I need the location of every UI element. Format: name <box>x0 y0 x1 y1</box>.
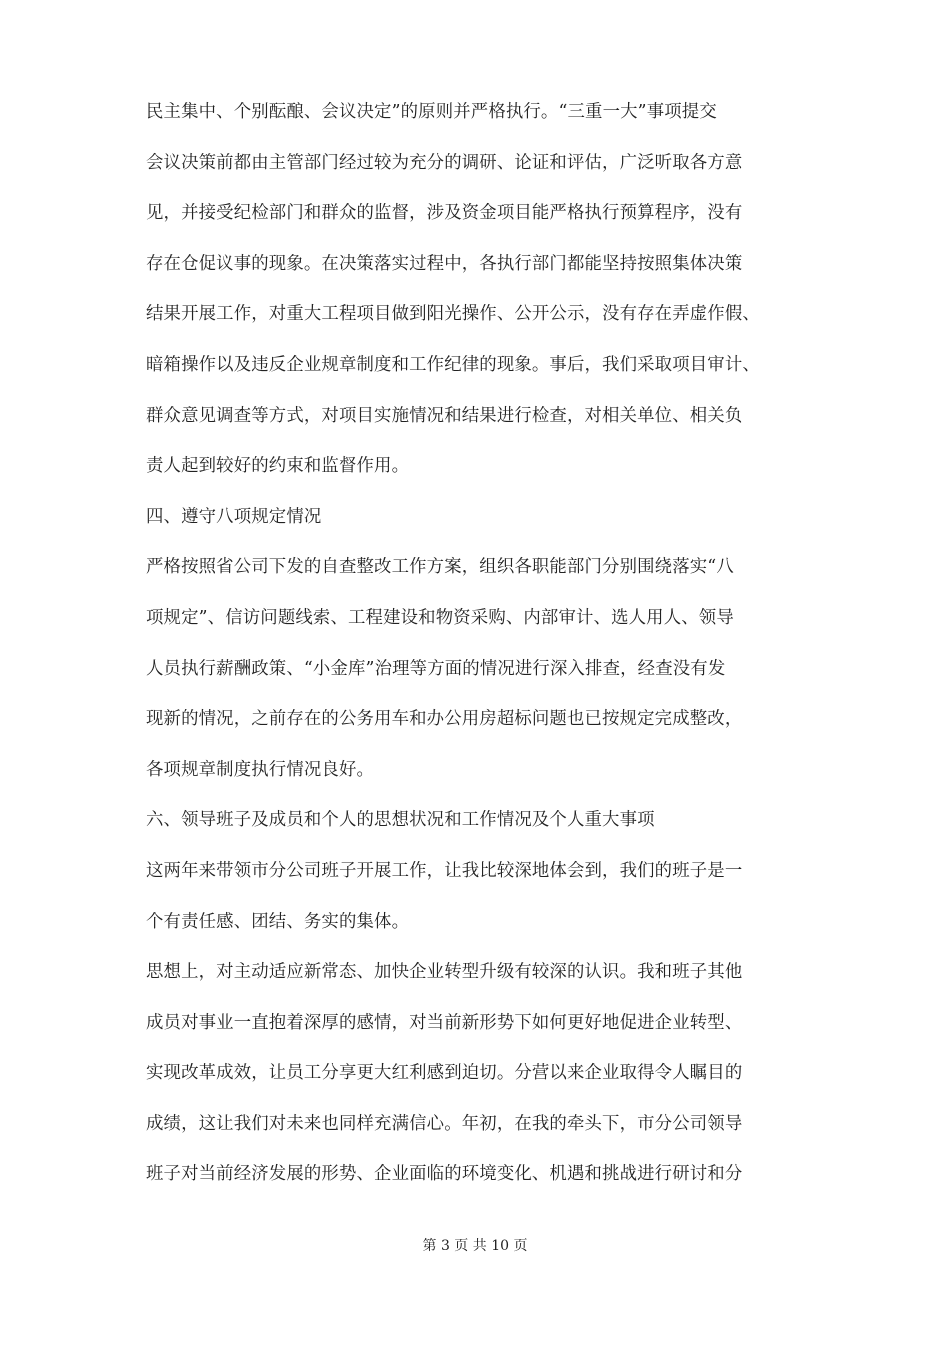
text-line: 实现改革成效，让员工分享更大红利感到迫切。分营以来企业取得令人瞩目的 <box>146 1063 743 1084</box>
text-line: 班子对当前经济发展的形势、企业面临的环境变化、机遇和挑战进行研讨和分 <box>146 1164 743 1185</box>
text-line: 成绩，这让我们对未来也同样充满信心。年初，在我的牵头下，市分公司领导 <box>146 1113 743 1134</box>
text-line: 各项规章制度执行情况良好。 <box>146 759 375 780</box>
page-footer <box>0 1236 950 1256</box>
text-line: 人员执行薪酬政策、“小金库”治理等方面的情况进行深入排查，经查没有发 <box>146 658 726 679</box>
text-line: 现新的情况，之前存在的公务用车和办公用房超标问题也已按规定完成整改， <box>146 709 743 730</box>
text-line: 会议决策前都由主管部门经过较为充分的调研、论证和评估，广泛听取各方意 <box>146 152 743 173</box>
section-heading: 四、遵守八项规定情况 <box>146 506 322 527</box>
text-line: 暗箱操作以及违反企业规章制度和工作纪律的现象。事后，我们采取项目审计、 <box>146 354 760 375</box>
body-text <box>146 87 810 1200</box>
text-line: 责人起到较好的约束和监督作用。 <box>146 456 410 477</box>
text-line: 个有责任感、团结、务实的集体。 <box>146 911 410 932</box>
text-line: 存在仓促议事的现象。在决策落实过程中，各执行部门都能坚持按照集体决策 <box>146 253 743 274</box>
text-line: 见，并接受纪检部门和群众的监督，涉及资金项目能严格执行预算程序，没有 <box>146 203 743 224</box>
text-line: 思想上，对主动适应新常态、加快企业转型升级有较深的认识。我和班子其他 <box>146 962 743 983</box>
text-line: 成员对事业一直抱着深厚的感情，对当前新形势下如何更好地促进企业转型、 <box>146 1012 743 1033</box>
text-line: 项规定”、信访问题线索、工程建设和物资采购、内部审计、选人用人、领导 <box>146 607 734 628</box>
text-line: 群众意见调查等方式，对项目实施情况和结果进行检查，对相关单位、相关负 <box>146 405 743 426</box>
section-heading: 六、领导班子及成员和个人的思想状况和工作情况及个人重大事项 <box>146 810 655 831</box>
text-line: 民主集中、个别酝酿、会议决定”的原则并严格执行。“三重一大”事项提交 <box>146 102 717 122</box>
text-line: 结果开展工作，对重大工程项目做到阳光操作、公开公示，没有存在弄虚作假、 <box>146 304 760 325</box>
text-line: 严格按照省公司下发的自查整改工作方案，组织各职能部门分别围绕落实“八 <box>146 557 734 578</box>
text-line: 这两年来带领市分公司班子开展工作，让我比较深地体会到，我们的班子是一 <box>146 860 743 881</box>
page-number: 第 3 页 共 10 页 <box>422 1238 528 1254</box>
